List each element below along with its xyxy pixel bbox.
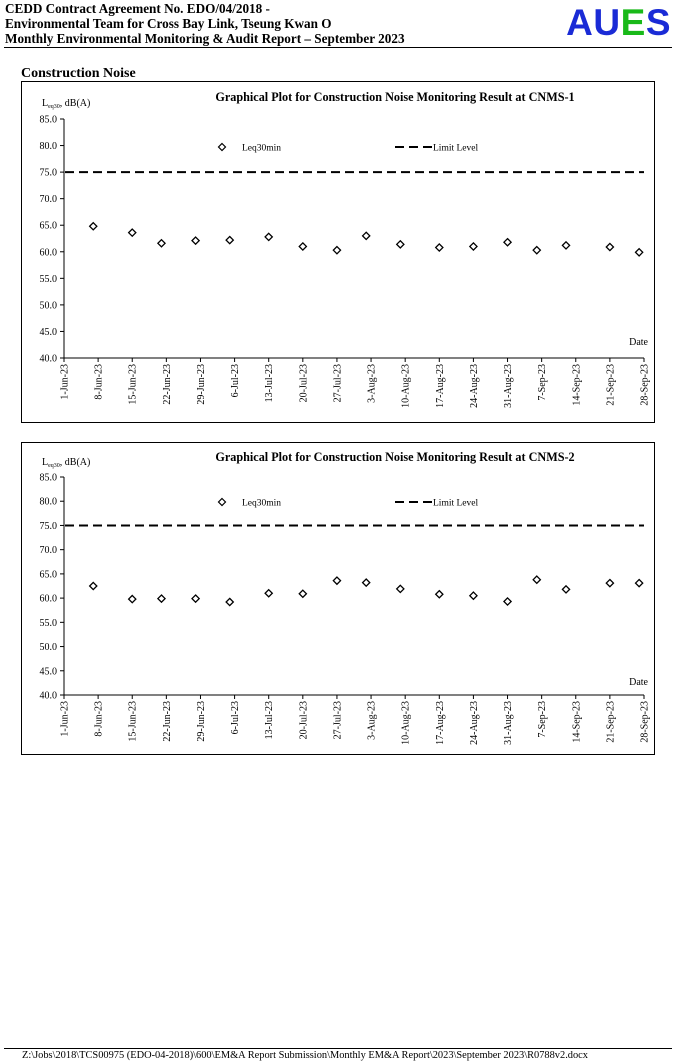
y-tick-label: 80.0 xyxy=(39,496,57,508)
data-point xyxy=(192,595,199,602)
x-tick-label: 24-Aug-23 xyxy=(468,364,480,408)
data-point xyxy=(90,223,97,230)
chart-cnms-2-canvas xyxy=(22,443,654,754)
y-tick-label: 65.0 xyxy=(39,220,57,232)
x-tick-label: 3-Aug-23 xyxy=(366,364,378,403)
y-tick-label: 45.0 xyxy=(39,666,57,678)
y-tick-label: 85.0 xyxy=(39,114,57,126)
y-axis-label xyxy=(42,457,90,469)
data-point xyxy=(470,592,477,599)
section-title: Construction Noise xyxy=(21,66,136,81)
data-point xyxy=(562,586,569,593)
x-tick-label: 22-Jun-23 xyxy=(161,364,173,405)
y-tick-label: 65.0 xyxy=(39,569,57,581)
data-point xyxy=(636,579,643,586)
x-tick-label: 21-Sep-23 xyxy=(605,701,617,743)
data-point xyxy=(129,595,136,602)
report-title-line: Monthly Environmental Monitoring & Audit Report – September 2023 xyxy=(5,31,405,46)
chart-cnms-2 xyxy=(21,442,655,755)
logo-letter: S xyxy=(645,2,671,43)
x-tick-label: 27-Jul-23 xyxy=(332,701,344,740)
x-tick-label: 10-Aug-23 xyxy=(400,701,412,745)
x-tick-label: 6-Jul-23 xyxy=(230,364,242,398)
y-axis-label-rest: , dB(A) xyxy=(59,98,91,109)
data-point xyxy=(397,241,404,248)
x-tick-label: 31-Aug-23 xyxy=(503,701,515,745)
x-tick-label: 3-Aug-23 xyxy=(366,701,378,740)
y-tick-label: 50.0 xyxy=(39,300,57,312)
x-tick-label: 28-Sep-23 xyxy=(639,701,651,743)
x-tick-label: 10-Aug-23 xyxy=(400,364,412,408)
x-tick-label: 22-Jun-23 xyxy=(161,701,173,742)
y-tick-label: 40.0 xyxy=(39,353,57,365)
x-tick-label: 24-Aug-23 xyxy=(468,701,480,745)
x-tick-label: 14-Sep-23 xyxy=(571,364,583,406)
y-axis-label xyxy=(42,98,90,110)
chart-cnms-1 xyxy=(21,81,655,423)
y-axis-label-rest: , dB(A) xyxy=(59,457,91,468)
x-tick-label: 15-Jun-23 xyxy=(127,701,139,742)
y-axis-label-sub: eq30 xyxy=(48,463,60,469)
x-tick-label: 13-Jul-23 xyxy=(264,364,276,403)
data-point xyxy=(265,590,272,597)
x-tick-label: 13-Jul-23 xyxy=(264,701,276,740)
y-tick-label: 70.0 xyxy=(39,194,57,206)
team-line: Environmental Team for Cross Bay Link, Tseung Kwan O xyxy=(5,16,332,31)
x-tick-label: 17-Aug-23 xyxy=(434,701,446,745)
data-point xyxy=(363,579,370,586)
data-point xyxy=(192,237,199,244)
legend-label-leq30min: Leq30min xyxy=(242,143,282,154)
legend-marker-leq30min xyxy=(219,144,226,151)
logo-letter: A xyxy=(566,2,594,43)
x-tick-label: 20-Jul-23 xyxy=(298,364,310,403)
file-path-footer: Z:\Jobs\2018\TCS00975 (EDO-04-2018)\600\EM&A Report Submission\Monthly EM&A Report\2023\September 2023\R0788v2.docx xyxy=(22,1050,588,1061)
aues-logo xyxy=(566,3,671,43)
data-point xyxy=(158,240,165,247)
x-tick-label: 6-Jul-23 xyxy=(230,701,242,735)
data-point xyxy=(299,590,306,597)
x-tick-label: 15-Jun-23 xyxy=(127,364,139,405)
x-tick-label: 31-Aug-23 xyxy=(503,364,515,408)
data-point xyxy=(436,591,443,598)
data-point xyxy=(129,229,136,236)
y-tick-label: 75.0 xyxy=(39,167,57,179)
chart-title: Graphical Plot for Construction Noise Monitoring Result at CNMS-1 xyxy=(215,90,575,104)
header-rule xyxy=(4,47,672,48)
x-tick-label: 8-Jun-23 xyxy=(93,701,105,737)
y-tick-label: 85.0 xyxy=(39,472,57,484)
legend-marker-leq30min xyxy=(219,499,226,506)
y-tick-label: 60.0 xyxy=(39,247,57,259)
y-axis-label-main: L xyxy=(42,457,49,468)
y-tick-label: 60.0 xyxy=(39,593,57,605)
y-axis-label-main: L xyxy=(42,98,49,109)
data-point xyxy=(533,576,540,583)
data-point xyxy=(533,247,540,254)
legend-label-leq30min: Leq30min xyxy=(242,498,282,509)
data-point xyxy=(299,243,306,250)
x-axis-label: Date xyxy=(629,337,648,348)
x-tick-label: 27-Jul-23 xyxy=(332,364,344,403)
x-tick-label: 7-Sep-23 xyxy=(537,701,549,738)
chart-cnms-1-canvas xyxy=(22,82,654,422)
x-tick-label: 29-Jun-23 xyxy=(195,701,207,742)
data-point xyxy=(562,242,569,249)
y-tick-label: 55.0 xyxy=(39,273,57,285)
data-point xyxy=(158,595,165,602)
x-tick-label: 28-Sep-23 xyxy=(639,364,651,406)
x-tick-label: 14-Sep-23 xyxy=(571,701,583,743)
x-tick-label: 21-Sep-23 xyxy=(605,364,617,406)
data-point xyxy=(265,233,272,240)
chart-title: Graphical Plot for Construction Noise Monitoring Result at CNMS-2 xyxy=(215,450,575,464)
y-tick-label: 50.0 xyxy=(39,642,57,654)
data-point xyxy=(470,243,477,250)
y-tick-label: 55.0 xyxy=(39,617,57,629)
logo-letter: U xyxy=(593,2,621,43)
y-tick-label: 80.0 xyxy=(39,141,57,153)
data-point xyxy=(333,247,340,254)
x-tick-label: 20-Jul-23 xyxy=(298,701,310,740)
data-point xyxy=(636,249,643,256)
data-point xyxy=(606,579,613,586)
data-point xyxy=(397,585,404,592)
footer-rule xyxy=(4,1048,672,1049)
x-tick-label: 1-Jun-23 xyxy=(59,364,71,400)
data-point xyxy=(226,236,233,243)
data-point xyxy=(90,582,97,589)
logo-letter: E xyxy=(620,2,646,43)
legend-label-limit: Limit Level xyxy=(433,498,479,509)
x-tick-label: 1-Jun-23 xyxy=(59,701,71,737)
x-tick-label: 8-Jun-23 xyxy=(93,364,105,400)
data-point xyxy=(504,598,511,605)
y-tick-label: 75.0 xyxy=(39,520,57,532)
x-tick-label: 7-Sep-23 xyxy=(537,364,549,401)
data-point xyxy=(363,232,370,239)
report-header xyxy=(5,1,673,47)
x-tick-label: 29-Jun-23 xyxy=(195,364,207,405)
x-tick-label: 17-Aug-23 xyxy=(434,364,446,408)
data-point xyxy=(226,598,233,605)
contract-line: CEDD Contract Agreement No. EDO/04/2018 - xyxy=(5,1,270,16)
data-point xyxy=(504,239,511,246)
y-tick-label: 45.0 xyxy=(39,326,57,338)
y-tick-label: 70.0 xyxy=(39,545,57,557)
data-point xyxy=(436,244,443,251)
data-point xyxy=(606,243,613,250)
legend-label-limit: Limit Level xyxy=(433,143,479,154)
x-axis-label: Date xyxy=(629,677,648,688)
data-point xyxy=(333,577,340,584)
y-axis-label-sub: eq30 xyxy=(48,104,60,110)
y-tick-label: 40.0 xyxy=(39,690,57,702)
